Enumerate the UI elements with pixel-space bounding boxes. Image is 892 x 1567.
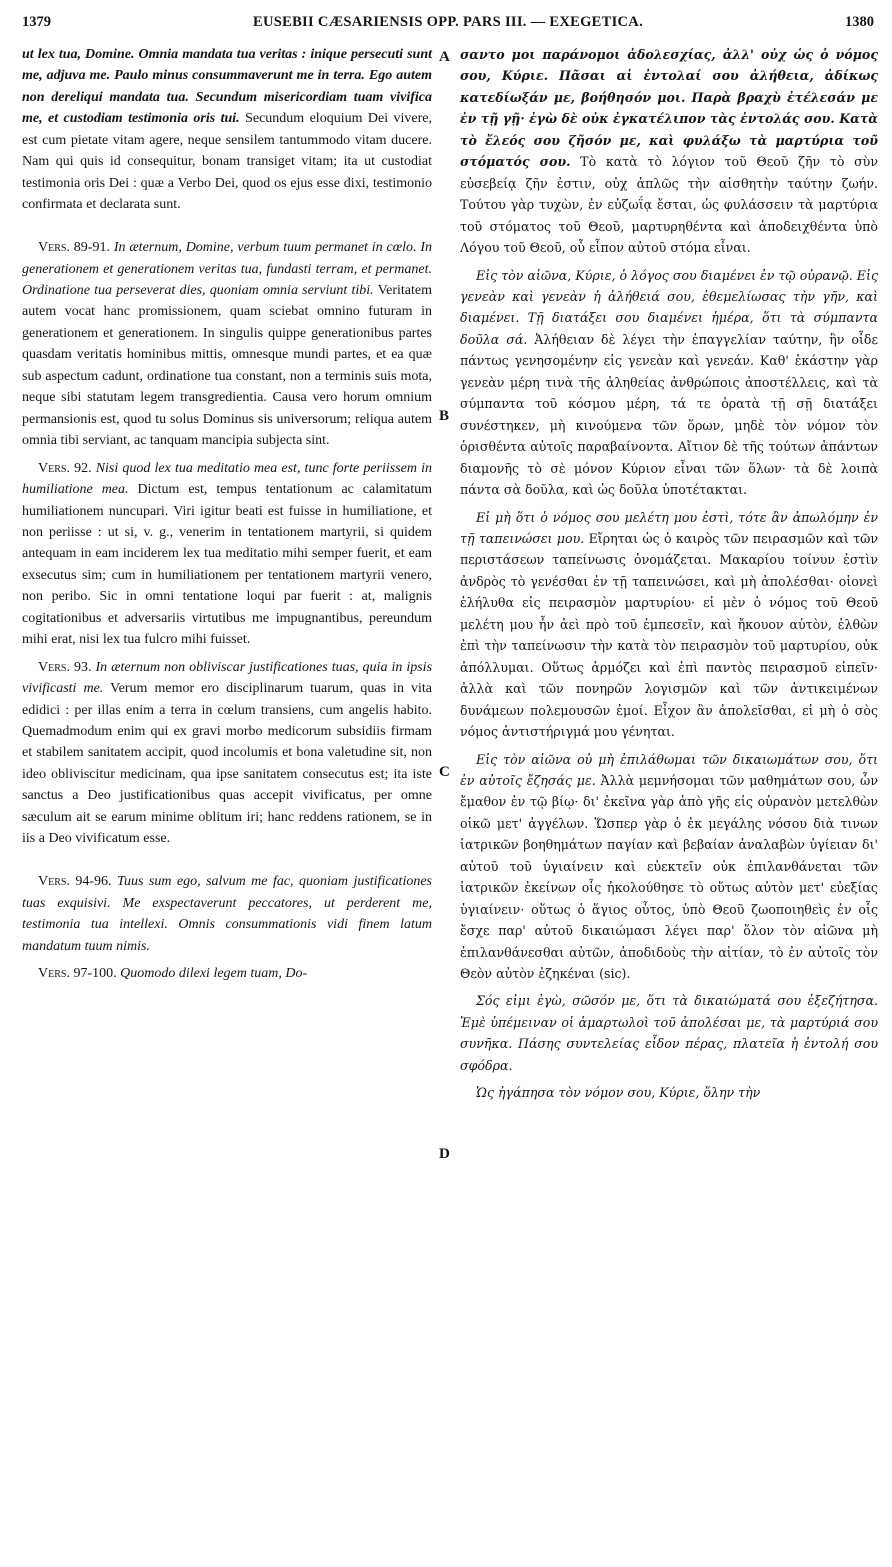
greek-lemma: Εἰ μὴ ὅτι ὁ νόμος σου μελέτη μου ἐστὶ, τότε ἂν ἀπωλόμην ἐν τῇ ταπεινώσει μου. — [460, 509, 878, 546]
verse-heading: Vers. 93. — [38, 659, 92, 675]
greek-lemma: σαντο μοι παράνομοι ἀδολεσχίας, ἀλλ' οὐχ ὡς ὁ νόμος σου, Κύριε. Πᾶσαι αἱ ἐντολαί σου ἀλήθεια, ἀδίκως κατεδίωξάν με, βοήθησόν μοι. Παρὰ βραχὺ ἐτέλεσάν με ἐν τῇ γῇ· ἐγὼ δὲ οὐκ ἐγκατέλιπον τὰς ἐντολάς σου. Κατὰ τὸ ἔλεός σου ζῆσόν με, καὶ φυλάξω τὰ μαρτύρια τοῦ στόματός σου. — [460, 47, 878, 170]
latin-commentary: Verum memor ero disciplinarum tuarum, quas in vita edidici : per illas enim a terra in cœlum transiens, cum angelis habito. Quemadmodum enim qui ex gravi morbo medicorum subsidiis firmam et stabilem sanitatem accipit, quod incolumis et bona valetudine sit, non ideo obliviscitur medicinam, qua ipse sanitatem consecutus est; ita iste sanctus a Deo justificationibus quas accepit vivificatus, per omne sæculum ait se earum minime oblitum iri; hanc reddens rationem, se in iis a Deo vivificatum esse. — [22, 681, 432, 847]
greek-commentary: Τὸ κατὰ τὸ λόγιον τοῦ Θεοῦ ζῆν τὸ σὺν εὐσεβείᾳ ζῆν ἐστιν, οὐχ ἁπλῶς τὴν αἰσθητὴν ταύτην ζωήν. Τούτου γὰρ τυχὼν, ἐν εὐζωΐᾳ ἔσται, ὡς φυλάσσειν τὰ μαρτύρια τοῦ στόματος τοῦ Θεοῦ, μαρτυρηθέντα καὶ ἀποδειχθέντα ὑπὸ Λόγου τοῦ Θεοῦ, οὗ εἶπον αὐτοῦ στόμα εἶναι. — [460, 154, 878, 256]
latin-verse-block — [22, 871, 432, 957]
greek-paragraph — [460, 990, 878, 1076]
latin-lemma: Nisi quod lex tua meditatio mea est, tunc forte periissem in humiliatione mea. — [22, 460, 433, 498]
greek-commentary: Ἀλήθειαν δὲ λέγει τὴν ἐπαγγελίαν ταύτην, ἣν οἶδε πάντως γενησομένην εἰς γενεὰν καὶ γενεάν. Καθ' ἑκάστην γὰρ γενεὰν μέρη τινὰ τῆς ἀληθείας ἀνθρώποις ἀποστέλλεις, καὶ τὰ σύμπαντα τοῦ κόσμου μέρη, τά τε ὁρατὰ τῇ σῇ διατάξει συνέστηκεν, μὴ κινούμενα τῶν ὅρων, μηδὲ τὸν νόμον τὸν ὁρισθέντα αὐτοῖς παραβαίνοντα. Αἴτιον δὲ τῆς τούτων ἁπάντων διαμονῆς τὸ σὲ μόνον Κύριον εἶναι τῶν ὅλων· τὰ δὲ λοιπὰ πάντα σὰ δοῦλα, καὶ ὡς δοῦλα ὑποτέτακται. — [460, 331, 878, 498]
running-title: EUSEBII CÆSARIENSIS OPP. PARS III. — EXEGETICA. — [253, 14, 643, 30]
margin-marker-b: B — [439, 408, 450, 424]
greek-paragraph — [460, 507, 878, 743]
latin-lemma: ut lex tua, Domine. Omnia mandata tua veritas : inique persecuti sunt me, adjuva me. Paulo minus consummaverunt me in terra. Ego autem non dereliqui mandata tua. Secundum misericordiam tuam vivifica me, et custodiam testimonia oris tui. — [22, 47, 432, 127]
latin-commentary: Dictum est, tempus tentationum ac calamitatum humiliationem nuncupari. Viri igitur beati est fuisse in humiliatione, et non periisse : ut si, v. g., venerim in tentationem martyrii, si quidem antequam in eam inciderem lex tua meditatio mihi semper fuerit, et eam exsecutus sim; cum in humiliationem per tentationem martyrii venero, non peribo. Sic in omni tentatione loqui par fuerit : at, malignis cogitationibus et adversariis virtutibus me impugnantibus, pereundum mihi erat, nisi lex tua fulcro mihi fuisset. — [22, 482, 432, 648]
margin-marker-a: A — [439, 49, 450, 65]
verse-heading: Vers. 94-96. — [38, 874, 112, 890]
greek-commentary: Εἴρηται ὡς ὁ καιρὸς τῶν πειρασμῶν καὶ τῶν περιστάσεων ταπείνωσις ὀνομάζεται. Μακαρίου τοίνυν ἐστὶν ἀνδρὸς τὸ γενέσθαι ἐν τῇ ταπεινώσει, καὶ μὴ ἀπολέσθαι· οἱονεὶ ἐλήλυθα εἰς πειρασμὸν μαρτυρίου· εἰ μὲν ὁ νόμος τοῦ Θεοῦ μελέτη μου ἦν ἀεὶ πρὸ τοῦ ἐμπεσεῖν, καὶ ἤκουον αὐτὸν, ἐλθὼν ἐπὶ τὴν ταπείνωσιν τὴν κατὰ τὸν πειρασμὸν τοῦ μαρτυρίου, οὐκ ἀπόλλυμαι. Οὕτως ἁρμόζει καὶ ἐπὶ παντὸς πειρασμοῦ εἰπεῖν· ἀλλὰ καὶ τῶν πονηρῶν λογισμῶν καὶ τῶν ἀντικειμένων δυνάμεων πολεμουσῶν ἐμοί. Εἶχον ἂν ἀπολεῖσθαι, εἰ μὴ ὁ σὸς νόμος ἀντιστήριγμά μου γένηται. — [460, 530, 878, 740]
greek-lemma: Εἰς τὸν αἰῶνα οὐ μὴ ἐπιλάθωμαι τῶν δικαιωμάτων σου, ὅτι ἐν αὐτοῖς ἔζησάς με. — [460, 751, 878, 788]
latin-lemma: In æternum, Domine, verbum tuum permanet in cœlo. In generationem et generationem veritas tua, fundasti terram, et permanet. Ordinatione tua perseverat dies, quoniam omnia serviunt tibi. — [22, 240, 432, 298]
latin-commentary: Secundum eloquium Dei vivere, est cum pietate vitam agere, neque sensilem tantummodo vitam ducere. Nam qui quis id consequitur, bonam transiget vitam; ita ut custodiat testimonia oris Dei : quæ a Verbo Dei, quod os ejus esse dixi, testimonio confirmata et declarata sunt. — [22, 111, 433, 213]
greek-lemma: Σός εἰμι ἐγὼ, σῶσόν με, ὅτι τὰ δικαιώματά σου ἐξεζήτησα. Ἐμὲ ὑπέμειναν οἱ ἁμαρτωλοὶ τοῦ ἀπολέσαι με, τὰ μαρτύριά σου συνῆκα. Πάσης συντελείας εἶδον πέρας, πλατεῖα ἡ ἐντολή σου σφόδρα. — [460, 993, 878, 1073]
latin-paragraph — [22, 44, 432, 216]
greek-lemma: Ὡς ἠγάπησα τὸν νόμον σου, Κύριε, ὅλην τὴν — [476, 1085, 761, 1101]
greek-paragraph — [460, 44, 878, 259]
latin-column — [22, 44, 432, 984]
latin-verse-block — [22, 458, 432, 651]
latin-verse-block — [22, 963, 432, 984]
latin-lemma: In æternum non obliviscar justificationes tuas, quia in ipsis vivificasti me. — [22, 659, 433, 697]
greek-column — [460, 44, 878, 1104]
greek-commentary: Ἀλλὰ μεμνήσομαι τῶν μαθημάτων σου, ὧν ἔμαθον ἐν τῷ βίῳ· δι' ἐκεῖνα γὰρ ἀπὸ γῆς εἰς οὐρανὸν μετελθὼν οἰκῶ μετ' ἀγγέλων. Ὥσπερ γὰρ ὁ ἐκ μεγάλης νόσου διὰ τινων ἰατρικῶν βοηθημάτων παγίαν καὶ βεβαίαν ἀναλαβὼν ὑγίειαν δι' αὐτοῦ τοῦ ὑγιαίνειν καὶ εὐεκτεῖν οὐκ ἐπιλανθάνεται τῶν ἰατρικῶν ἐκείνων οἷς ἠκολούθησε τὸ οὕτως αὐτὸν μετ' εὐεξίας ὑγιαίνειν· οὕτως ὁ ἅγιος οὗτος, ὑπὸ Θεοῦ ζωοποιηθεὶς ἐν οἷς ἔσχε παρ' αὐτοῦ δικαιώμασι λέγει παρ' ὅλον τὸν αἰῶνα μὴ ἐπιλανθάνεσθαι αὐτῶν, ἀποδιδοὺς τὴν αἰτίαν, τὸ ἐν αὐτοῖς τὸν Θεὸν αὐτὸν ἐζηκέναι (sic). — [460, 772, 878, 982]
latin-verse-block — [22, 237, 432, 452]
running-header — [22, 6, 874, 36]
verse-heading: Vers. 97-100. — [38, 966, 117, 981]
greek-paragraph — [460, 265, 878, 501]
latin-lemma: Quomodo dilexi legem tuam, Do- — [120, 966, 308, 981]
verse-heading: Vers. 92. — [38, 460, 92, 476]
latin-verse-block — [22, 657, 432, 850]
greek-paragraph — [460, 749, 878, 985]
page-number-left: 1379 — [22, 14, 51, 30]
margin-marker-c: C — [439, 764, 450, 780]
margin-marker-d: D — [439, 1146, 450, 1162]
page-number-right: 1380 — [845, 14, 874, 30]
greek-lemma: Εἰς τὸν αἰῶνα, Κύριε, ὁ λόγος σου διαμένει ἐν τῷ οὐρανῷ. Εἰς γενεὰν καὶ γενεὰν ἡ ἀλήθειά σου, ἐθεμελίωσας τὴν γῆν, καὶ διαμένει. Τῇ διατάξει σου διαμένει ἡμέρα, ὅτι τὰ σύμπαντα δοῦλα σά. — [460, 267, 878, 347]
latin-lemma: Tuus sum ego, salvum me fac, quoniam justificationes tuas exquisivi. Me exspectaverunt peccatores, ut perderent me, testimonia tua intellexi. Omnis consummationis vidi finem latum mandatum tuum nimis. — [22, 874, 432, 954]
greek-paragraph — [460, 1082, 878, 1103]
verse-heading: Vers. 89-91. — [38, 240, 110, 256]
latin-commentary: Veritatem autem vocat hanc promissionem, quam sciebat omnino futuram in generationem et generationem. In singulis quippe generationibus partes quasdam veritatis hominibus mittis, omnesque mundi partes, et ea quæ sub aspectum cadunt, ordinatione tua constant, non a terminis suis mota, neque sibi statutam legem transgredientia. Causa vero horum omnium permansionis est, quod tu solus Dominus sis universorum; reliqua autem omnia tibi serviant, ac tanquam mancipia subjecta sint. — [22, 282, 432, 449]
